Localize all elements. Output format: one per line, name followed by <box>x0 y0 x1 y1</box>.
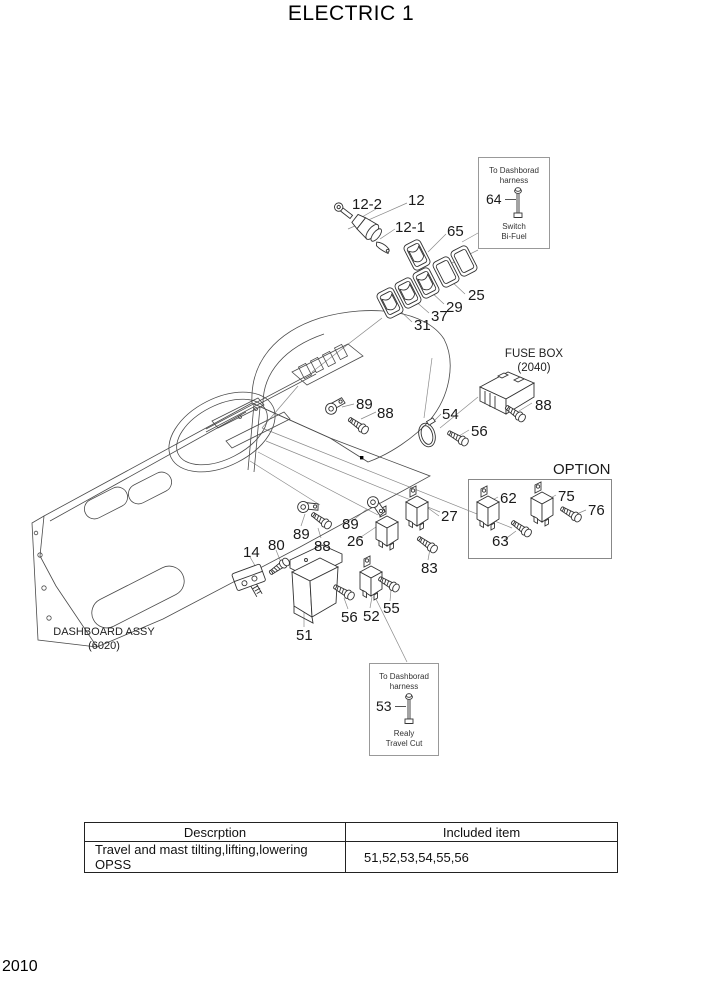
relay-52 <box>360 556 382 600</box>
part-label-25: 25 <box>468 287 485 304</box>
rocker-switches <box>376 238 479 319</box>
part-label-56-right: 56 <box>471 423 488 440</box>
harness-box-bottom-caption <box>370 729 438 750</box>
part-label-64: 64 <box>486 191 502 207</box>
fuse-box-label-line1: FUSE BOX <box>504 348 564 360</box>
leader-64 <box>505 199 516 200</box>
bolt-88-left <box>310 510 333 530</box>
relay-27 <box>406 486 428 530</box>
bolt-83 <box>416 534 439 554</box>
dashboard-assy-line1: DASHBOARD ASSY <box>53 626 155 638</box>
part-label-89-left: 89 <box>293 526 310 543</box>
harness-box-bottom-text <box>370 672 438 693</box>
part-label-14: 14 <box>243 544 260 561</box>
part-label-26: 26 <box>347 533 364 550</box>
part-label-53: 53 <box>376 698 392 714</box>
controller-51 <box>290 545 342 623</box>
harness-text-line1: To Dashborad <box>489 166 539 175</box>
table-header-description: Descrption <box>85 823 346 842</box>
table-cell-description: Travel and mast tilting,lifting,lowering OPSS <box>85 842 346 873</box>
part-label-12-2: 12-2 <box>352 196 383 213</box>
part-label-89-mid: 89 <box>342 516 359 533</box>
harness-text-line1: To Dashborad <box>379 672 429 681</box>
part-label-76: 76 <box>588 502 605 519</box>
caption-bifuel: Bi-Fuel <box>501 232 527 242</box>
fuse-box-label <box>492 347 576 376</box>
option-box <box>468 479 612 559</box>
leader-53 <box>395 706 406 707</box>
caption-switch: Switch <box>502 222 526 231</box>
page-number: 2010 <box>2 958 38 975</box>
part-label-52: 52 <box>363 608 380 625</box>
dashboard-outline <box>32 308 450 647</box>
bolt-80 <box>268 557 291 577</box>
harness-box-top-text <box>479 166 549 187</box>
part-label-12: 12 <box>408 192 425 209</box>
caption-realy: Realy <box>393 729 415 738</box>
harness-text-line2: harness <box>389 682 419 692</box>
part-label-51: 51 <box>296 627 313 644</box>
part-label-62: 62 <box>500 490 517 507</box>
harness-text-line2: harness <box>499 176 529 186</box>
table-header-included-item: Included item <box>346 823 618 842</box>
bolt-88-top <box>347 415 370 435</box>
harness-box-bottom <box>369 663 439 756</box>
harness-box-top <box>478 157 550 249</box>
hose-clamp-54 <box>415 418 441 449</box>
table-cell-included-item: 51,52,53,54,55,56 <box>346 842 618 873</box>
part-label-37: 37 <box>431 308 448 325</box>
part-label-88-top: 88 <box>377 405 394 422</box>
switch-14 <box>232 564 270 602</box>
fuse-box-label-line2: (2040) <box>517 362 551 375</box>
table-header-row <box>85 823 618 842</box>
part-label-75: 75 <box>558 488 575 505</box>
part-label-29: 29 <box>446 299 463 316</box>
part-label-54: 54 <box>442 406 459 423</box>
part-label-88-fusebox: 88 <box>535 397 552 414</box>
table-row <box>85 842 618 873</box>
part-label-56-low: 56 <box>341 609 358 626</box>
part-label-80: 80 <box>268 537 285 554</box>
part-label-88-left: 88 <box>314 538 331 555</box>
harness-box-top-caption <box>479 222 549 243</box>
part-label-65: 65 <box>447 223 464 240</box>
page-title: ELECTRIC 1 <box>287 2 415 25</box>
included-item-table <box>84 822 618 873</box>
part-label-89-top: 89 <box>356 396 373 413</box>
dashboard-assy-label <box>48 626 160 654</box>
part-label-31: 31 <box>414 317 431 334</box>
part-label-63: 63 <box>492 533 509 550</box>
dashboard-assy-line2: (6020) <box>88 639 120 652</box>
part-label-12-1: 12-1 <box>395 219 426 236</box>
part-label-55: 55 <box>383 600 400 617</box>
caption-travel-cut: Travel Cut <box>385 739 423 749</box>
part-label-27: 27 <box>441 508 458 525</box>
part-label-83: 83 <box>421 560 438 577</box>
option-label: OPTION <box>553 461 611 478</box>
